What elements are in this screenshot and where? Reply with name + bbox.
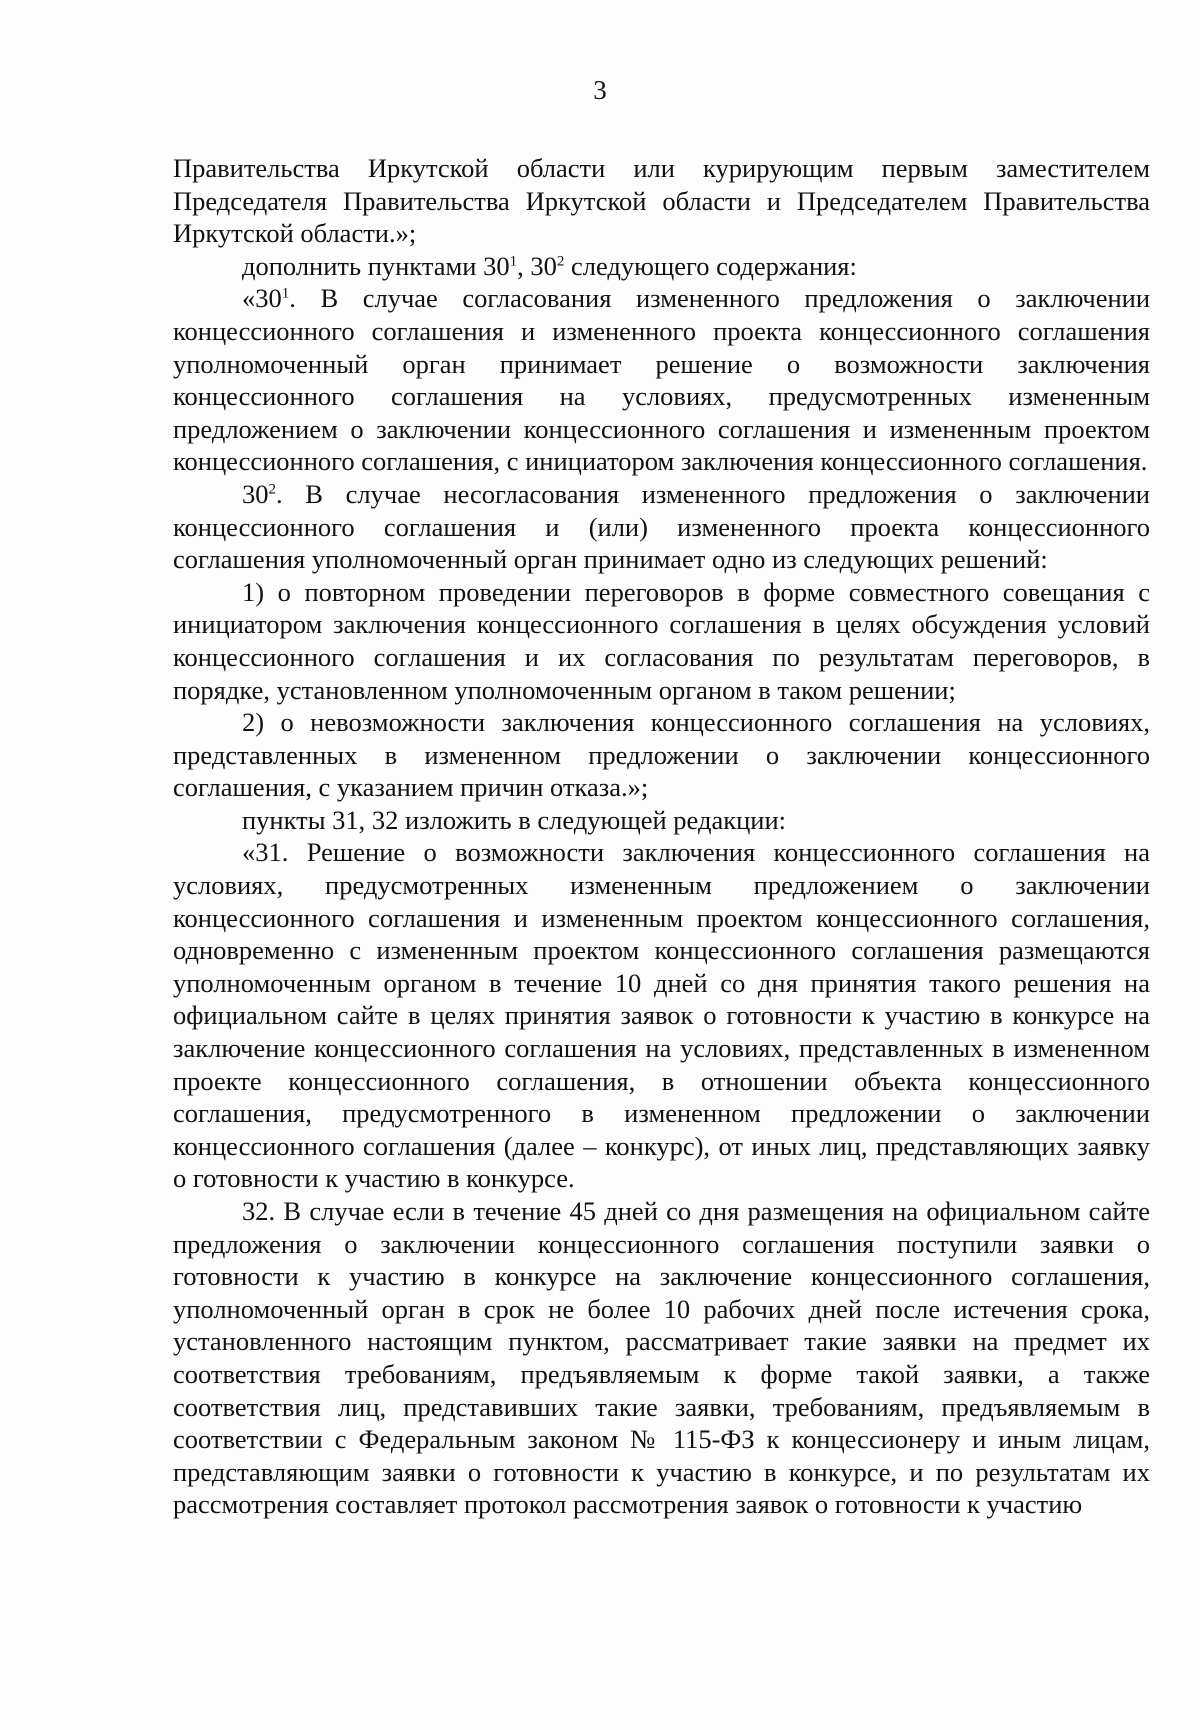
paragraph-text: следующего содержания: [564, 250, 857, 281]
paragraph-text: . В случае несогласования измененного предложения о заключении концессионного соглашения и (или) измененного проекта концессионного соглашения уполномоченный орган принимает одно из следующих решений: [173, 478, 1150, 575]
paragraph-text: . В случае согласования измененного предложения о заключении концессионного соглашения и измененного проекта концессионного соглашения уполномоченный орган принимает решение о возможности заключения концессионного соглашения на условиях, предусмотренных измененным предложением о заключении концессионного соглашения и измененным проектом концессионного соглашения, с инициатором заключения концессионного соглашения. [173, 283, 1150, 477]
paragraph-points-31-32-intro [173, 804, 1150, 837]
superscript-index: 1 [509, 253, 518, 270]
page-number: 3 [593, 75, 607, 105]
paragraph-text: «30 [242, 283, 282, 314]
paragraph-point-32 [173, 1195, 1150, 1521]
paragraph-point-30-2 [173, 478, 1150, 576]
superscript-index: 2 [268, 481, 276, 498]
superscript-index: 1 [281, 285, 290, 302]
paragraph-text: 2) о невозможности заключения концессионного соглашения на условиях, представленных в измененном предложении о заключении концессионного соглашения, с указанием причин отказа.»; [173, 707, 1150, 803]
paragraph-text: пункты 31, 32 изложить в следующей редакции: [242, 804, 787, 835]
paragraph-text: «31. Решение о возможности заключения концессионного соглашения на условиях, предусмотренных измененным предложением о заключении концессионного соглашения и измененным проектом концессионного соглашения, одновременно с измененным проектом концессионного соглашения размещаются уполномоченным органом в течение 10 дней со дня принятия такого решения на официальном сайте в целях принятия заявок о готовности к участию в конкурсе на заключение концессионного соглашения на условиях, представленных в измененном проекте концессионного соглашения, в отношении объекта концессионного соглашения, предусмотренного в измененном предложении о заключении концессионного соглашения (далее – конкурс), от иных лиц, представляющих заявку о готовности к участию в конкурсе. [173, 837, 1150, 1194]
paragraph-text: , 30 [517, 250, 557, 281]
superscript-index: 2 [556, 253, 565, 270]
paragraph-text: 32. В случае если в течение 45 дней со дня размещения на официальном сайте предложения о заключении концессионного соглашения поступили заявки о готовности к участию в конкурсе на заключение концессионного соглашения, уполномоченный орган в срок не более 10 рабочих дней после истечения срока, установленного настоящим пунктом, рассматривает такие заявки на предмет их соответствия требованиям, предъявляемым к форме такой заявки, а также соответствия лиц, представивших такие заявки, требованиям, предъявляемым в соответствии с Федеральным законом № 115-ФЗ к концессионеру и иным лицам, представляющим заявки о готовности к участию в конкурсе, и по результатам их рассмотрения составляет протокол рассмотрения заявок о готовности к участию [173, 1196, 1150, 1520]
paragraph-text: 30 [242, 478, 269, 509]
paragraph-add-points-intro [173, 250, 1150, 283]
paragraph-subpoint-1 [173, 576, 1150, 706]
paragraph-text: дополнить пунктами 30 [242, 250, 510, 281]
paragraph-point-31 [173, 836, 1150, 1195]
paragraph-continuation [173, 152, 1150, 250]
paragraph-text: 1) о повторном проведении переговоров в форме совместного совещания с инициатором заключения концессионного соглашения в целях обсуждения условий концессионного соглашения и их согласования по результатам переговоров, в порядке, установленном уполномоченным органом в таком решении; [173, 576, 1150, 705]
paragraph-text: Правительства Иркутской области или курирующим первым заместителем Председателя Правительства Иркутской области и Председателем Правительства Иркутской области.»; [173, 153, 1150, 249]
paragraph-subpoint-2 [173, 706, 1150, 804]
paragraph-point-30-1 [173, 282, 1150, 478]
document-body [173, 152, 1150, 1521]
